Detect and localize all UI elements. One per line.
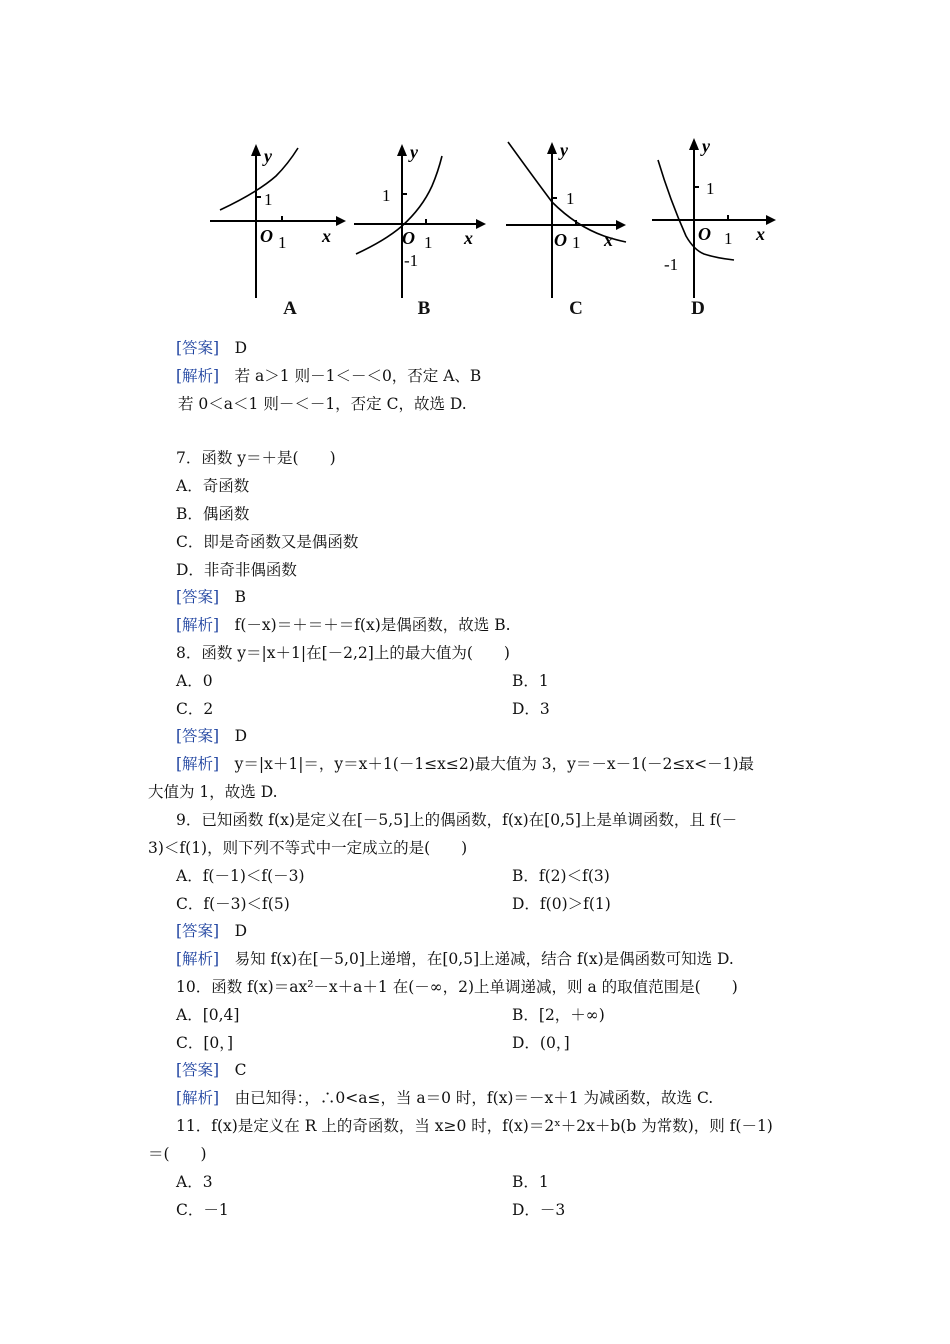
analysis-tag: [解析]: [176, 367, 220, 385]
question-11-option-b: B．1: [512, 1173, 549, 1191]
answer-value: D: [234, 922, 248, 940]
analysis-8-cont: 大值为 1，故选 D.: [148, 783, 278, 801]
graph-b-origin: O: [402, 228, 415, 248]
analysis-text: 易知 f(x)在[－5,0]上递增，在[0,5]上递减，结合 f(x)是偶函数可知选 D.: [234, 950, 734, 968]
graph-a-svg: [208, 130, 348, 300]
analysis-text: y＝|x＋1|＝，y＝x＋1(－1≤x≤2)最大值为 3，y＝－x－1(－2≤x<－1)最: [234, 755, 755, 773]
question-7-option-c: C．即是奇函数又是偶函数: [176, 533, 359, 551]
graph-d-one-y: 1: [706, 179, 715, 198]
graph-d-caption: D: [691, 298, 705, 319]
graph-b-y-label: y: [410, 142, 418, 162]
graph-d-neg-one-y: -1: [664, 255, 679, 274]
answer-6: [176, 338, 247, 358]
graph-c-caption: C: [569, 298, 583, 319]
answer-tag: [答案]: [176, 339, 220, 357]
analysis-tag: [解析]: [176, 950, 220, 968]
answer-value: D: [234, 727, 248, 745]
analysis-tag: [解析]: [176, 616, 220, 634]
question-9-option-c: C．f(－3)＜f(5): [176, 895, 290, 913]
question-10: 10．函数 f(x)＝ax²－x＋a＋1 在(－∞，2)上单调递减，则 a 的取值范围是( ): [176, 978, 738, 996]
graph-b-neg-one-y: -1: [404, 251, 419, 270]
question-10-option-b: B．[2，＋∞): [512, 1006, 605, 1024]
question-7-option-a: A．奇函数: [176, 477, 250, 495]
graph-a-one-y: 1: [264, 190, 273, 209]
answer-7: [176, 587, 246, 607]
graph-d-svg: [650, 130, 790, 300]
graph-panel-c: [504, 130, 644, 330]
graph-c-svg: [504, 130, 644, 300]
graph-a-origin: O: [260, 226, 273, 246]
analysis-7: [176, 615, 511, 635]
graph-panel-b: [352, 130, 492, 330]
question-9-option-d: D．f(0)＞f(1): [512, 895, 611, 913]
graph-d-x-label: x: [756, 224, 765, 244]
graph-d-one-x: 1: [724, 229, 733, 248]
question-11-option-d: D．－3: [512, 1201, 566, 1219]
graph-a-y-label: y: [264, 146, 272, 166]
question-9-option-b: B．f(2)＜f(3): [512, 867, 610, 885]
analysis-6-cont: 若 0＜a＜1 则－＜－1，否定 C，故选 D.: [178, 395, 467, 413]
analysis-6: [176, 366, 481, 386]
graph-a-one-x: 1: [278, 233, 287, 252]
answer-9: [176, 921, 247, 941]
answer-tag: [答案]: [176, 727, 220, 745]
graph-c-origin: O: [554, 230, 567, 250]
graph-a-caption: A: [283, 298, 297, 319]
question-11-cont: ＝( ): [148, 1145, 207, 1163]
answer-value: D: [234, 339, 248, 357]
analysis-8: [176, 754, 754, 774]
answer-10: [176, 1060, 247, 1080]
question-8-option-b: B．1: [512, 672, 549, 690]
question-11-option-c: C．－1: [176, 1201, 229, 1219]
question-8-option-c: C．2: [176, 700, 214, 718]
graph-b-x-label: x: [464, 228, 473, 248]
analysis-tag: [解析]: [176, 1089, 220, 1107]
question-10-option-a: A．[0,4]: [176, 1006, 240, 1024]
function-graphs-figure: [200, 130, 790, 330]
question-9-cont: 3)＜f(1)，则下列不等式中一定成立的是( ): [148, 839, 468, 857]
graph-panel-d: [650, 130, 790, 330]
question-9-option-a: A．f(－1)＜f(－3): [176, 867, 305, 885]
analysis-text: f(－x)＝＋＝＋＝f(x)是偶函数，故选 B.: [234, 616, 511, 634]
graph-c-x-label: x: [604, 230, 613, 250]
question-8: 8．函数 y＝|x＋1|在[－2,2]上的最大值为( ): [176, 644, 510, 662]
graph-c-y-label: y: [560, 140, 568, 160]
question-9: 9．已知函数 f(x)是定义在[－5,5]上的偶函数，f(x)在[0,5]上是单调函数，且 f(－: [176, 811, 738, 829]
answer-value: C: [234, 1061, 247, 1079]
graph-b-caption: B: [417, 298, 431, 319]
answer-tag: [答案]: [176, 588, 220, 606]
question-8-option-a: A．0: [176, 672, 213, 690]
question-7-option-b: B．偶函数: [176, 505, 250, 523]
answer-tag: [答案]: [176, 922, 220, 940]
graph-panel-a: [208, 130, 348, 330]
graph-d-y-label: y: [702, 136, 710, 156]
graph-b-svg: [352, 130, 492, 300]
graph-c-one-x: 1: [572, 233, 581, 252]
answer-value: B: [234, 588, 247, 606]
graph-d-origin: O: [698, 224, 711, 244]
graph-c-one-y: 1: [566, 189, 575, 208]
answer-8: [176, 726, 247, 746]
question-11-option-a: A．3: [176, 1173, 213, 1191]
question-7-option-d: D．非奇非偶函数: [176, 561, 297, 579]
question-10-option-c: C．[0，]: [176, 1034, 234, 1052]
graph-a-x-label: x: [322, 226, 331, 246]
graph-b-one-x: 1: [424, 233, 433, 252]
question-10-option-d: D．(0，]: [512, 1034, 570, 1052]
question-8-option-d: D．3: [512, 700, 550, 718]
question-7: 7．函数 y＝＋是( ): [176, 449, 336, 467]
analysis-9: [176, 949, 734, 969]
analysis-tag: [解析]: [176, 755, 220, 773]
analysis-text: 若 a＞1 则－1＜－＜0，否定 A、B: [234, 367, 482, 385]
question-11: 11．f(x)是定义在 R 上的奇函数，当 x≥0 时，f(x)＝2ˣ＋2x＋b(b 为常数)，则 f(－1): [176, 1117, 773, 1135]
graph-b-one-y: 1: [382, 186, 391, 205]
analysis-10: [176, 1088, 713, 1108]
answer-tag: [答案]: [176, 1061, 220, 1079]
analysis-text: 由已知得：，∴0<a≤，当 a＝0 时，f(x)＝－x＋1 为减函数，故选 C.: [234, 1089, 714, 1107]
